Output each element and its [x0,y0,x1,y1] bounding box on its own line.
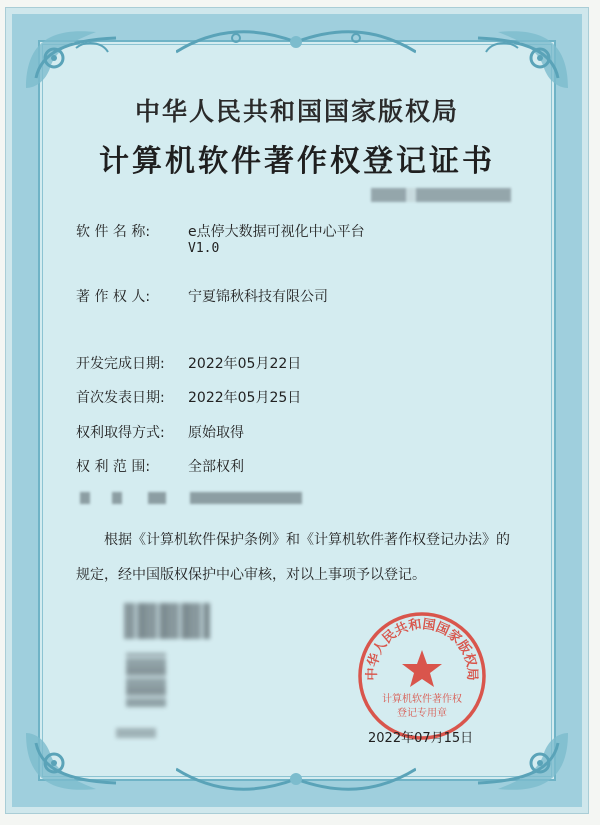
field-value-version: V1.0 [188,241,220,256]
statement-line-2: 规定，经中国版权保护中心审核，对以上事项予以登记。 [76,567,426,583]
field-value: 原始取得 [188,425,244,441]
field-software-name [76,221,365,256]
field-acquisition-method [76,422,244,442]
field-publish-date [76,387,301,407]
issue-date: 2022年07月15日 [368,731,474,746]
field-value: 2022年05月25日 [188,390,302,406]
field-value: e点停大数据可视化中心平台 [188,224,365,240]
svg-text:中华人民共和国国家版权局: 中华人民共和国国家版权局 [364,617,480,681]
redacted-signature [124,603,210,639]
field-value: 全部权利 [188,459,244,475]
field-completion-date [76,353,301,373]
statement-line-1: 根据《计算机软件保护条例》和《计算机软件著作权登记办法》的 [104,532,510,548]
corner-ornament-icon [458,18,578,98]
corner-ornament-icon [16,18,136,98]
field-copyright-owner [76,286,328,306]
redacted-mark [116,728,156,738]
bottom-scroll-ornament-icon [176,759,416,799]
certificate-sheet [6,8,588,813]
redacted-certificate-number [371,188,511,202]
svg-text:计算机软件著作权: 计算机软件著作权 [382,694,462,705]
top-scroll-ornament-icon [176,22,416,62]
field-label: 软 件 名 称: [76,224,151,240]
issuer-title: 中华人民共和国国家版权局 [134,97,459,126]
statement-paragraph [76,523,531,593]
svg-text:登记专用章: 登记专用章 [397,708,447,719]
redacted-qr-code [126,653,166,707]
certificate-title: 计算机软件著作权登记证书 [99,144,495,179]
redacted-registration-number [76,492,376,506]
field-label: 首次发表日期: [76,390,165,406]
field-rights-scope [76,456,244,476]
field-label: 权利取得方式: [76,425,165,441]
field-label: 著 作 权 人: [76,289,151,305]
field-value: 2022年05月22日 [188,356,302,372]
field-label: 开发完成日期: [76,356,165,372]
field-value: 宁夏锦秋科技有限公司 [188,289,328,305]
field-label: 权 利 范 围: [76,459,151,475]
official-seal-icon [356,610,488,742]
